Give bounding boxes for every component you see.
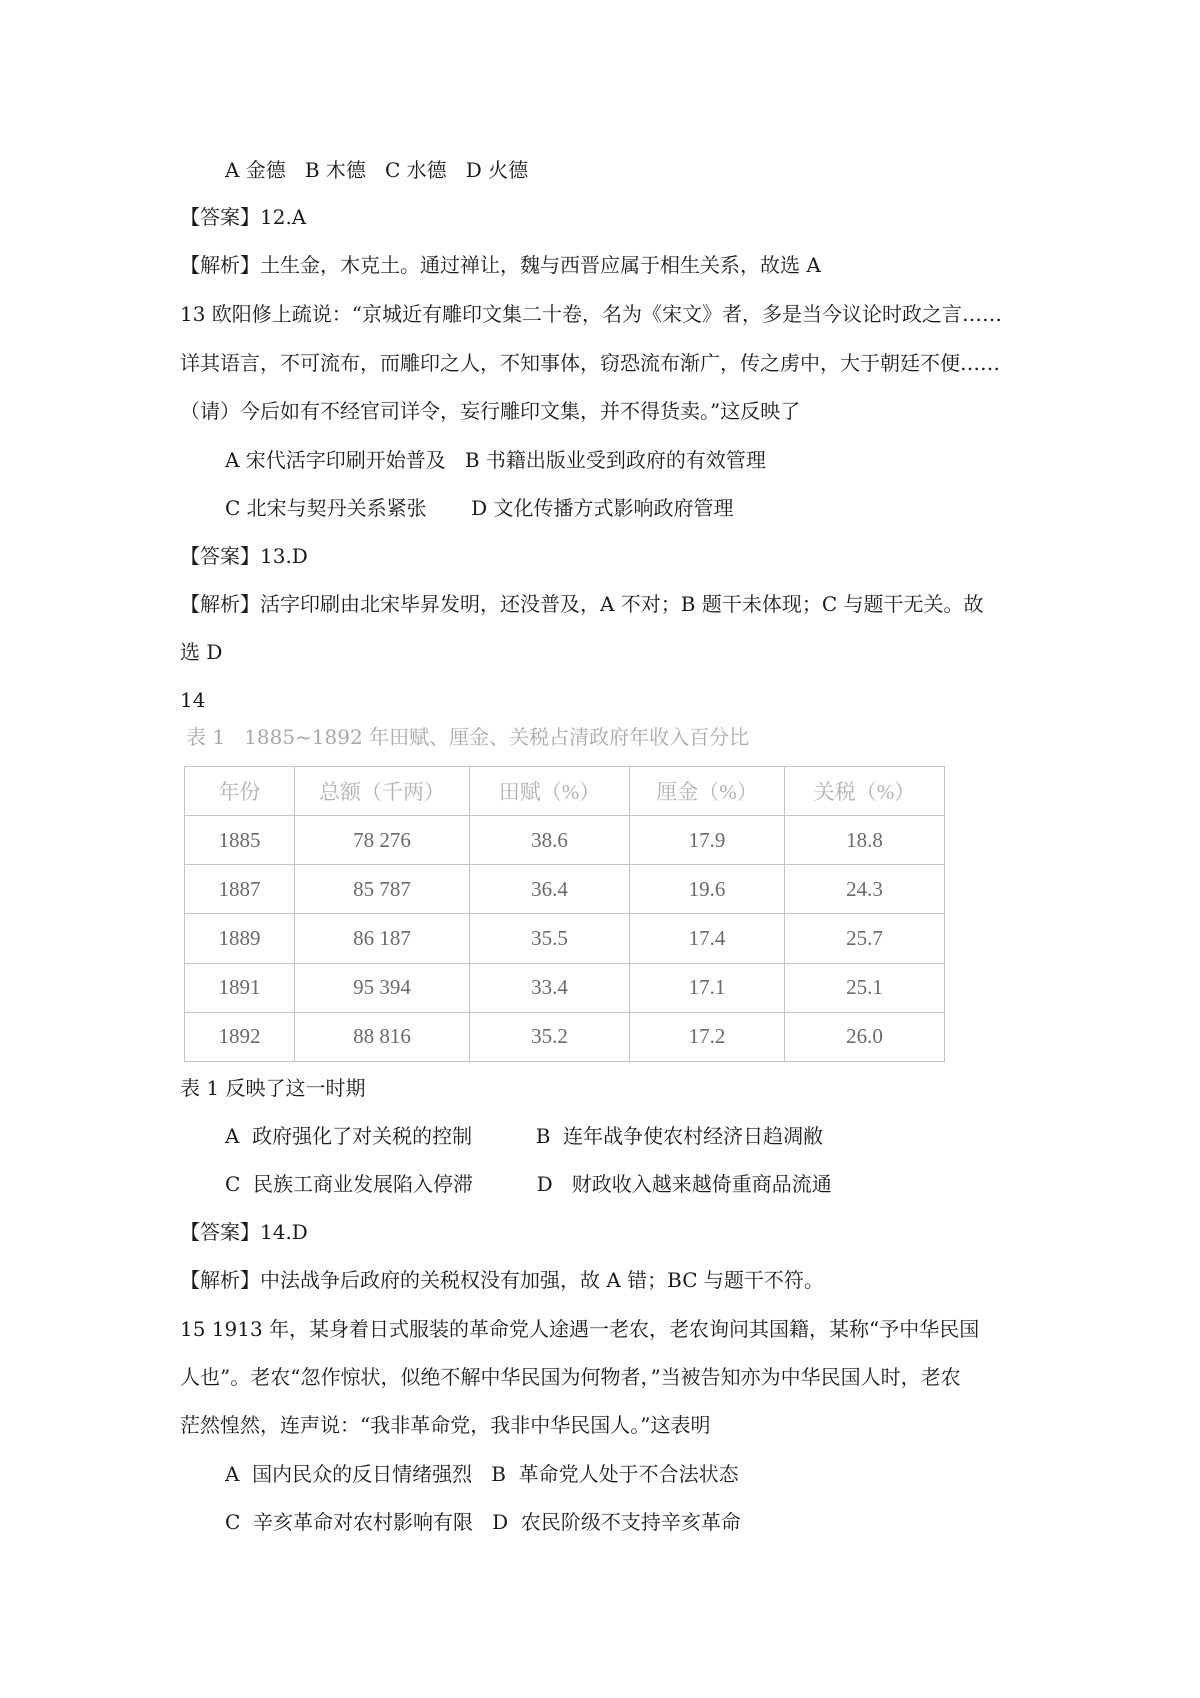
header-customs: 关税（%） <box>785 767 945 816</box>
q15-stem-line-3: 茫然惶然，连声说：“我非革命党，我非中华民国人。”这表明 <box>180 1413 711 1437</box>
revenue-table <box>184 766 945 1062</box>
cell-total: 85 787 <box>295 865 470 914</box>
cell-customs: 25.1 <box>785 963 945 1012</box>
q13-answer: 【答案】13.D <box>180 544 308 568</box>
table-row <box>185 865 945 914</box>
cell-land-tax: 36.4 <box>470 865 630 914</box>
q14-options-cd: C 民族工商业发展陷入停滞 D 财政收入越来越倚重商品流通 <box>225 1172 832 1196</box>
q13-stem-line-3: （请）今后如有不经官司详令，妄行雕印文集，并不得货卖。”这反映了 <box>180 399 801 423</box>
cell-customs: 25.7 <box>785 914 945 963</box>
cell-land-tax: 35.5 <box>470 914 630 963</box>
cell-land-tax: 35.2 <box>470 1012 630 1061</box>
table-caption: 表 1 1885~1892 年田赋、厘金、关税占清政府年收入百分比 <box>186 725 750 749</box>
cell-year: 1892 <box>185 1012 295 1061</box>
cell-lijin: 17.4 <box>630 914 785 963</box>
q13-options-ab: A 宋代活字印刷开始普及 B 书籍出版业受到政府的有效管理 <box>225 448 766 472</box>
cell-lijin: 17.2 <box>630 1012 785 1061</box>
cell-customs: 24.3 <box>785 865 945 914</box>
table-row <box>185 963 945 1012</box>
cell-land-tax: 33.4 <box>470 963 630 1012</box>
q13-stem-line-1: 13 欧阳修上疏说：“京城近有雕印文集二十卷，名为《宋文》者，多是当今议论时政之言…… <box>180 302 1003 326</box>
q15-stem-line-1: 15 1913 年，某身着日式服装的革命党人途遇一老农，老农询问其国籍，某称“予中华民国 <box>180 1317 980 1341</box>
cell-lijin: 19.6 <box>630 865 785 914</box>
cell-total: 78 276 <box>295 816 470 865</box>
cell-land-tax: 38.6 <box>470 816 630 865</box>
q14-options-ab: A 政府强化了对关税的控制 B 连年战争使农村经济日趋凋敝 <box>225 1124 824 1148</box>
q12-answer: 【答案】12.A <box>180 205 307 229</box>
q14-analysis: 【解析】中法战争后政府的关税权没有加强，故 A 错；BC 与题干不符。 <box>180 1268 824 1292</box>
header-land-tax: 田赋（%） <box>470 767 630 816</box>
q15-options-ab: A 国内民众的反日情绪强烈 B 革命党人处于不合法状态 <box>225 1462 739 1486</box>
cell-lijin: 17.9 <box>630 816 785 865</box>
q14-answer: 【答案】14.D <box>180 1220 308 1244</box>
cell-customs: 26.0 <box>785 1012 945 1061</box>
q13-stem-line-2: 详其语言，不可流布，而雕印之人，不知事体，窃恐流布渐广，传之虏中，大于朝廷不便…… <box>180 351 1000 375</box>
q14-stem: 表 1 反映了这一时期 <box>180 1076 366 1100</box>
table-row <box>185 914 945 963</box>
header-lijin: 厘金（%） <box>630 767 785 816</box>
cell-year: 1887 <box>185 865 295 914</box>
cell-year: 1885 <box>185 816 295 865</box>
cell-year: 1889 <box>185 914 295 963</box>
q14-number: 14 <box>180 688 206 712</box>
table-row <box>185 816 945 865</box>
cell-lijin: 17.1 <box>630 963 785 1012</box>
q15-options-cd: C 辛亥革命对农村影响有限 D 农民阶级不支持辛亥革命 <box>225 1510 741 1534</box>
table-header-row <box>185 767 945 816</box>
q12-analysis: 【解析】土生金，木克土。通过禅让，魏与西晋应属于相生关系，故选 A <box>180 253 821 277</box>
q15-stem-line-2: 人也”。老农“忽作惊状，似绝不解中华民国为何物者，”当被告知亦为中华民国人时，老农 <box>180 1365 961 1389</box>
q13-analysis-line-1: 【解析】活字印刷由北宋毕昇发明，还没普及，A 不对；B 题干未体现；C 与题干无关。故 <box>180 592 984 616</box>
q12-options: A 金德 B 木德 C 水德 D 火德 <box>225 158 529 182</box>
q13-analysis-line-2: 选 D <box>180 640 223 664</box>
table-row <box>185 1012 945 1061</box>
header-year: 年份 <box>185 767 295 816</box>
cell-total: 86 187 <box>295 914 470 963</box>
q13-options-cd: C 北宋与契丹关系紧张 D 文化传播方式影响政府管理 <box>225 496 734 520</box>
header-total: 总额（千两） <box>295 767 470 816</box>
cell-year: 1891 <box>185 963 295 1012</box>
cell-total: 95 394 <box>295 963 470 1012</box>
cell-total: 88 816 <box>295 1012 470 1061</box>
cell-customs: 18.8 <box>785 816 945 865</box>
